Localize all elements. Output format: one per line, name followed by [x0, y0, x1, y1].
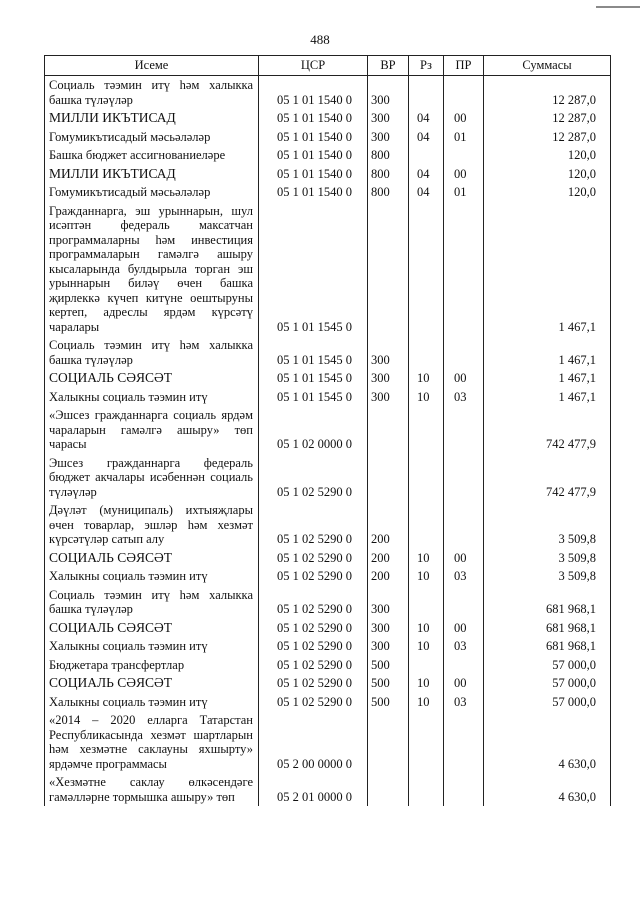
table-row	[45, 165, 611, 184]
row-pr-cell	[444, 336, 484, 369]
row-sum-cell: 57 000,0	[484, 674, 611, 693]
table-body	[45, 76, 611, 807]
row-rz-cell: 04	[409, 109, 444, 128]
row-pr-cell: 00	[444, 549, 484, 568]
row-csr-cell: 05 1 02 5290 0	[259, 586, 368, 619]
column-header-vr: ВР	[368, 56, 409, 76]
table-row	[45, 549, 611, 568]
row-sum-cell: 1 467,1	[484, 369, 611, 388]
row-csr-cell: 05 1 01 1540 0	[259, 128, 368, 147]
row-csr-cell: 05 1 01 1540 0	[259, 109, 368, 128]
row-name-cell: СОЦИАЛЬ СӘЯСӘТ	[45, 619, 259, 638]
row-csr-cell: 05 2 00 0000 0	[259, 711, 368, 773]
row-name-cell: Дәүләт (муниципаль) ихтыяҗлары өчен товарлар, эшләр һәм хезмәт күрсәтүләр сатып алу	[45, 501, 259, 549]
row-csr-cell: 05 1 01 1540 0	[259, 165, 368, 184]
row-csr-cell: 05 1 01 1540 0	[259, 76, 368, 110]
table-row	[45, 567, 611, 586]
table-row	[45, 76, 611, 110]
row-name-cell: Социаль тәэмин итү һәм халыкка башка түләүләр	[45, 336, 259, 369]
row-rz-cell: 10	[409, 637, 444, 656]
row-name-cell: «2014 – 2020 елларга Татарстан Республикасында хезмәт шартларын һәм хезмәтне саклауны яхшырту» ярдәмче программасы	[45, 711, 259, 773]
table-row	[45, 336, 611, 369]
row-rz-cell	[409, 336, 444, 369]
row-sum-cell: 3 509,8	[484, 549, 611, 568]
row-csr-cell: 05 1 01 1545 0	[259, 202, 368, 337]
row-vr-cell: 200	[368, 549, 409, 568]
row-rz-cell	[409, 202, 444, 337]
row-csr-cell: 05 1 02 5290 0	[259, 637, 368, 656]
row-name-cell: Социаль тәэмин итү һәм халыкка башка түләүләр	[45, 586, 259, 619]
column-header-rz: Рз	[409, 56, 444, 76]
table-row	[45, 693, 611, 712]
row-sum-cell: 4 630,0	[484, 711, 611, 773]
row-csr-cell: 05 1 01 1540 0	[259, 146, 368, 165]
table-row	[45, 656, 611, 675]
row-csr-cell: 05 1 02 5290 0	[259, 674, 368, 693]
row-pr-cell: 03	[444, 567, 484, 586]
column-header-name: Исеме	[45, 56, 259, 76]
row-sum-cell: 57 000,0	[484, 656, 611, 675]
row-vr-cell: 200	[368, 567, 409, 586]
row-name-cell: СОЦИАЛЬ СӘЯСӘТ	[45, 369, 259, 388]
row-pr-cell: 00	[444, 109, 484, 128]
row-pr-cell: 03	[444, 693, 484, 712]
row-name-cell: Гражданнарга, эш урыннарын, шул исәптән федераль максатчан программаларны һәм инвестиция программаларын гамәлгә ашыру кысаларында булдырыла торган эш урыннарын биләү өчен башка җирлеккә күчеп китүне оештыруны кертеп, адреслы ярдәм күрсәтү чаралары	[45, 202, 259, 337]
row-name-cell: Халыкны социаль тәэмин итү	[45, 388, 259, 407]
row-sum-cell: 57 000,0	[484, 693, 611, 712]
row-pr-cell: 03	[444, 388, 484, 407]
row-vr-cell	[368, 454, 409, 502]
row-csr-cell: 05 1 02 5290 0	[259, 501, 368, 549]
row-vr-cell: 300	[368, 336, 409, 369]
table-row	[45, 773, 611, 806]
row-pr-cell: 03	[444, 637, 484, 656]
row-vr-cell: 200	[368, 501, 409, 549]
row-rz-cell: 04	[409, 165, 444, 184]
row-sum-cell: 3 509,8	[484, 501, 611, 549]
row-rz-cell: 04	[409, 183, 444, 202]
row-rz-cell	[409, 146, 444, 165]
row-name-cell: Гомумикътисадый мәсьәләләр	[45, 128, 259, 147]
row-csr-cell: 05 1 02 0000 0	[259, 406, 368, 454]
row-vr-cell: 500	[368, 674, 409, 693]
row-sum-cell: 1 467,1	[484, 388, 611, 407]
row-name-cell: «Эшсез гражданнарга социаль ярдәм чараларын гамәлгә ашыру» төп чарасы	[45, 406, 259, 454]
row-rz-cell	[409, 501, 444, 549]
table-row	[45, 454, 611, 502]
column-header-pr: ПР	[444, 56, 484, 76]
table-row	[45, 711, 611, 773]
row-name-cell: МИЛЛИ ИКЪТИСАД	[45, 109, 259, 128]
table-row	[45, 637, 611, 656]
row-sum-cell: 1 467,1	[484, 202, 611, 337]
table-row	[45, 146, 611, 165]
row-pr-cell: 00	[444, 165, 484, 184]
row-sum-cell: 120,0	[484, 183, 611, 202]
row-pr-cell	[444, 711, 484, 773]
row-sum-cell: 742 477,9	[484, 406, 611, 454]
row-name-cell: МИЛЛИ ИКЪТИСАД	[45, 165, 259, 184]
row-rz-cell: 10	[409, 567, 444, 586]
row-sum-cell: 742 477,9	[484, 454, 611, 502]
row-vr-cell: 300	[368, 619, 409, 638]
row-sum-cell: 3 509,8	[484, 567, 611, 586]
row-vr-cell: 500	[368, 656, 409, 675]
row-csr-cell: 05 1 01 1545 0	[259, 369, 368, 388]
row-sum-cell: 681 968,1	[484, 637, 611, 656]
row-pr-cell	[444, 586, 484, 619]
row-rz-cell	[409, 406, 444, 454]
row-name-cell: Социаль тәэмин итү һәм халыкка башка түләүләр	[45, 76, 259, 110]
row-rz-cell	[409, 656, 444, 675]
table-row	[45, 183, 611, 202]
row-csr-cell: 05 2 01 0000 0	[259, 773, 368, 806]
row-rz-cell	[409, 76, 444, 110]
table-row	[45, 674, 611, 693]
row-pr-cell: 00	[444, 619, 484, 638]
row-pr-cell	[444, 773, 484, 806]
row-pr-cell	[444, 501, 484, 549]
row-vr-cell	[368, 711, 409, 773]
row-name-cell: Бюджетара трансфертлар	[45, 656, 259, 675]
row-sum-cell: 120,0	[484, 165, 611, 184]
row-csr-cell: 05 1 02 5290 0	[259, 656, 368, 675]
row-csr-cell: 05 1 02 5290 0	[259, 567, 368, 586]
row-pr-cell: 00	[444, 369, 484, 388]
column-header-csr: ЦСР	[259, 56, 368, 76]
table-row	[45, 128, 611, 147]
table-row	[45, 406, 611, 454]
row-vr-cell: 500	[368, 693, 409, 712]
row-sum-cell: 1 467,1	[484, 336, 611, 369]
table-row	[45, 109, 611, 128]
budget-table	[44, 55, 611, 806]
row-vr-cell: 800	[368, 146, 409, 165]
row-vr-cell: 300	[368, 586, 409, 619]
row-pr-cell: 01	[444, 128, 484, 147]
table-row	[45, 369, 611, 388]
row-csr-cell: 05 1 02 5290 0	[259, 693, 368, 712]
row-vr-cell: 300	[368, 109, 409, 128]
table-row	[45, 388, 611, 407]
row-sum-cell: 4 630,0	[484, 773, 611, 806]
table-row	[45, 586, 611, 619]
row-vr-cell: 300	[368, 369, 409, 388]
row-rz-cell: 10	[409, 388, 444, 407]
row-csr-cell: 05 1 01 1545 0	[259, 388, 368, 407]
row-vr-cell: 300	[368, 128, 409, 147]
row-name-cell: Халыкны социаль тәэмин итү	[45, 567, 259, 586]
row-vr-cell: 800	[368, 165, 409, 184]
row-name-cell: Эшсез гражданнарга федераль бюджет акчалары исәбеннән социаль түләүләр	[45, 454, 259, 502]
column-header-sum: Суммасы	[484, 56, 611, 76]
row-vr-cell	[368, 202, 409, 337]
row-vr-cell: 300	[368, 388, 409, 407]
row-rz-cell: 10	[409, 549, 444, 568]
row-name-cell: Башка бюджет ассигнованиеләре	[45, 146, 259, 165]
row-pr-cell	[444, 454, 484, 502]
row-name-cell: СОЦИАЛЬ СӘЯСӘТ	[45, 674, 259, 693]
row-name-cell: Халыкны социаль тәэмин итү	[45, 693, 259, 712]
row-vr-cell: 300	[368, 637, 409, 656]
row-sum-cell: 681 968,1	[484, 619, 611, 638]
row-pr-cell: 01	[444, 183, 484, 202]
row-sum-cell: 12 287,0	[484, 109, 611, 128]
row-rz-cell: 10	[409, 619, 444, 638]
row-pr-cell	[444, 656, 484, 675]
row-rz-cell: 10	[409, 693, 444, 712]
row-rz-cell	[409, 773, 444, 806]
row-rz-cell	[409, 586, 444, 619]
row-csr-cell: 05 1 02 5290 0	[259, 454, 368, 502]
row-csr-cell: 05 1 01 1540 0	[259, 183, 368, 202]
row-csr-cell: 05 1 01 1545 0	[259, 336, 368, 369]
row-vr-cell	[368, 406, 409, 454]
row-pr-cell	[444, 202, 484, 337]
row-pr-cell	[444, 146, 484, 165]
row-name-cell: СОЦИАЛЬ СӘЯСӘТ	[45, 549, 259, 568]
row-pr-cell	[444, 406, 484, 454]
row-rz-cell: 04	[409, 128, 444, 147]
row-sum-cell: 120,0	[484, 146, 611, 165]
row-vr-cell	[368, 773, 409, 806]
scan-corner-mark	[596, 6, 640, 8]
row-vr-cell: 300	[368, 76, 409, 110]
row-name-cell: «Хезмәтне саклау өлкәсендәге гамәлләрне тормышка ашыру» төп	[45, 773, 259, 806]
page-number: 488	[310, 32, 330, 47]
row-rz-cell	[409, 454, 444, 502]
row-pr-cell: 00	[444, 674, 484, 693]
row-name-cell: Халыкны социаль тәэмин итү	[45, 637, 259, 656]
row-rz-cell	[409, 711, 444, 773]
row-pr-cell	[444, 76, 484, 110]
row-sum-cell: 681 968,1	[484, 586, 611, 619]
table-row	[45, 202, 611, 337]
row-csr-cell: 05 1 02 5290 0	[259, 619, 368, 638]
row-csr-cell: 05 1 02 5290 0	[259, 549, 368, 568]
row-rz-cell: 10	[409, 674, 444, 693]
table-row	[45, 619, 611, 638]
row-sum-cell: 12 287,0	[484, 128, 611, 147]
row-sum-cell: 12 287,0	[484, 76, 611, 110]
table-header-row	[45, 56, 611, 76]
row-rz-cell: 10	[409, 369, 444, 388]
table-row	[45, 501, 611, 549]
row-name-cell: Гомумикътисадый мәсьәләләр	[45, 183, 259, 202]
row-vr-cell: 800	[368, 183, 409, 202]
